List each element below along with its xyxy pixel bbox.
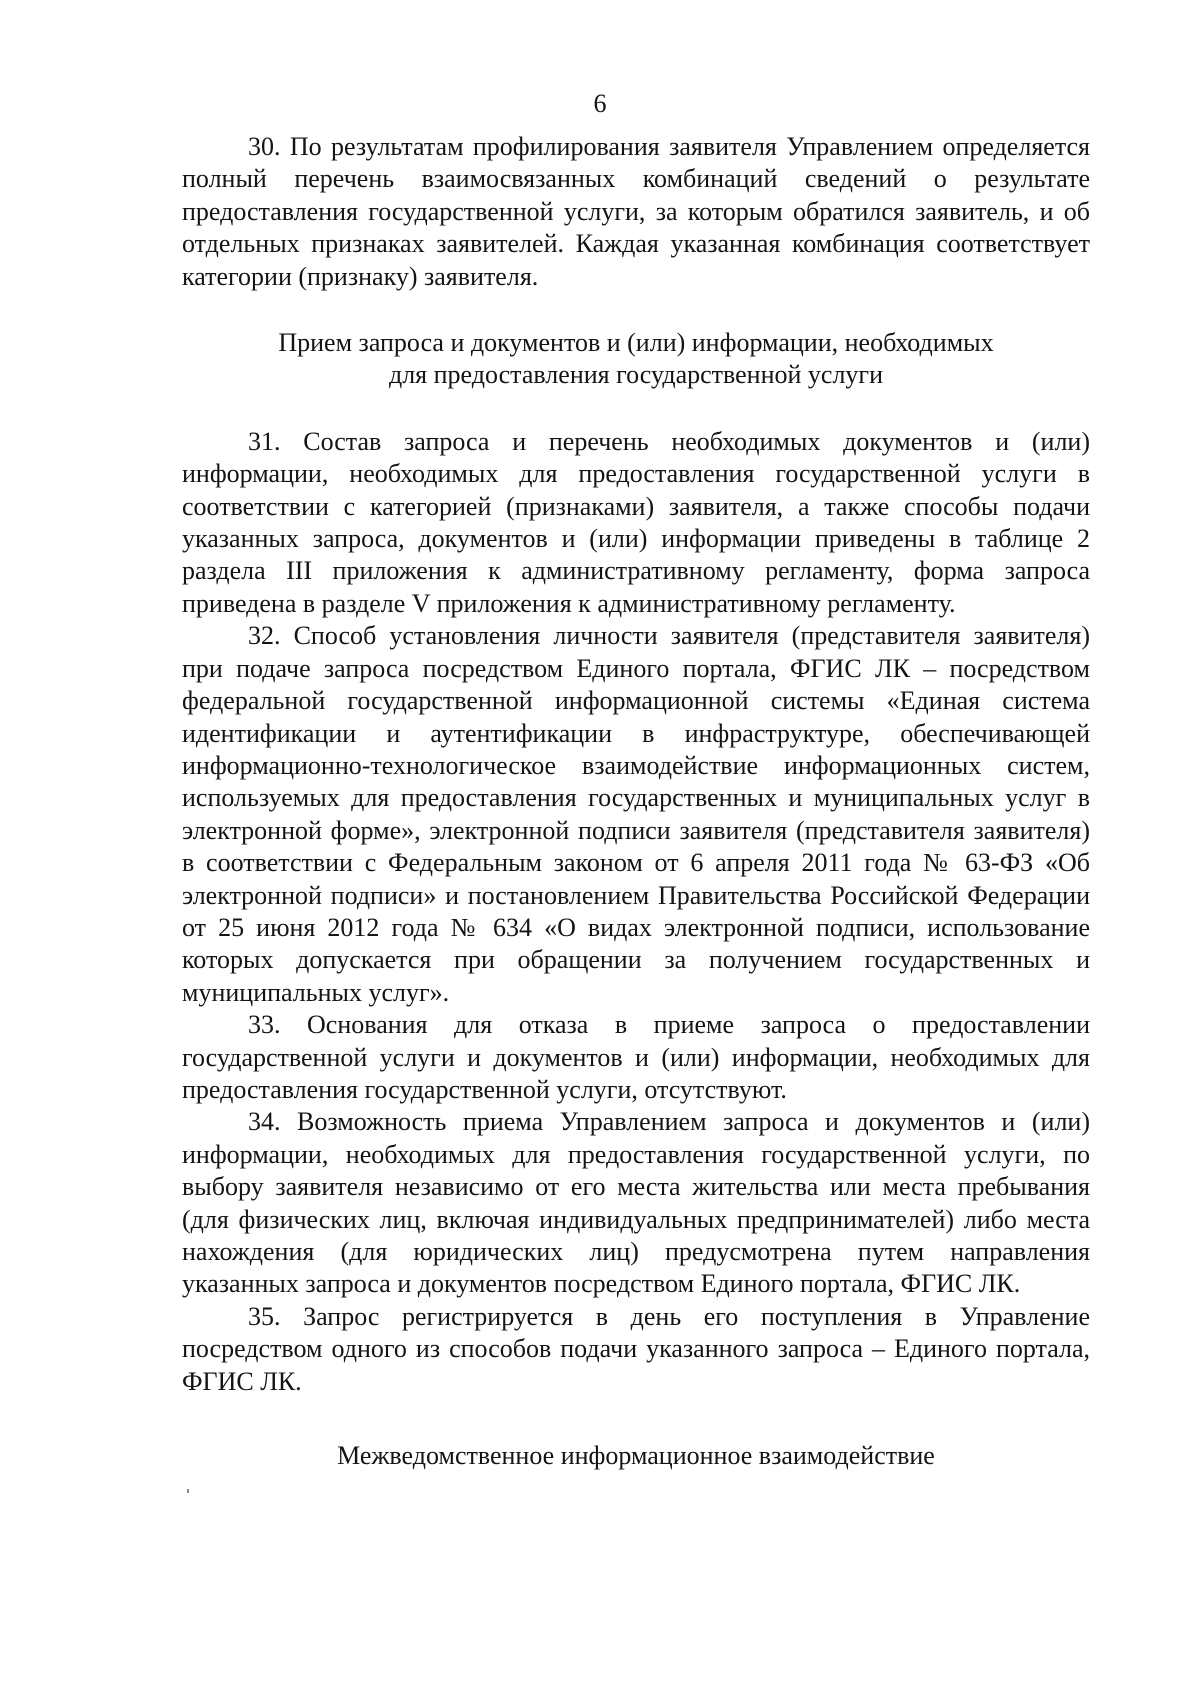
heading-line: для предоставления государственной услуги: [388, 360, 884, 390]
paragraph-30: 30. По результатам профилирования заявителя Управлением определяется полный перечень взаимосвязанных комбинаций сведений о результате предоставления государственной услуги, за которым обратился заявитель, и об отдельных признаках заявителей. Каждая указанная комбинация соответствует категории (признаку) заявителя.: [182, 132, 1090, 291]
heading-line: Прием запроса и документов и (или) информации, необходимых: [278, 328, 994, 358]
section-heading-interagency: Межведомственное информационное взаимодействие: [337, 1441, 935, 1471]
paragraph-34: 34. Возможность приема Управлением запроса и документов и (или) информации, необходимых для предоставления государственной услуги, по выбору заявителя независимо от его места жительства или места пребывания (для физических лиц, включая индивидуальных предпринимателей) либо места нахождения (для юридических лиц) предусмотрена путем направления указанных запроса и документов посредством Единого портала, ФГИС ЛК.: [182, 1107, 1090, 1299]
paragraph-32: 32. Способ установления личности заявителя (представителя заявителя) при подаче запроса посредством Единого портала, ФГИС ЛК – посредством федеральной государственной информационной системы «Единая система идентификации и аутентификации в инфраструктуре, обеспечивающей информационно-технологическое взаимодействие информационных систем, используемых для предоставления государственных и муниципальных услуг в электронной форме», электронной подписи заявителя (представителя заявителя) в соответствии с Федеральным законом от 6 апреля 2011 года № 63-ФЗ «Об электронной подписи» и постановлением Правительства Российской Федерации от 25 июня 2012 года № 634 «О видах электронной подписи, использование которых допускается при обращении за получением государственных и муниципальных услуг».: [182, 621, 1090, 1007]
page-number: 6: [593, 89, 607, 118]
paragraph-33: 33. Основания для отказа в приеме запроса о предоставлении государственной услуги и документов и (или) информации, необходимых для предоставления государственной услуги, отсутствуют.: [182, 1010, 1090, 1104]
paragraph-35: 35. Запрос регистрируется в день его поступления в Управление посредством одного из способов подачи указанного запроса – Единого портала, ФГИС ЛК.: [182, 1301, 1090, 1396]
document-body: [182, 131, 1090, 1472]
paragraph-31: 31. Состав запроса и перечень необходимых документов и (или) информации, необходимых для предоставления государственной услуги в соответствии с категорией (признаками) заявителя, а также способы подачи указанных запроса, документов и (или) информации приведены в таблице 2 раздела III приложения к административному регламенту, форма запроса приведена в разделе V приложения к административному регламенту.: [182, 426, 1090, 618]
scan-speck: [187, 1489, 189, 1493]
section-heading-reception: [182, 327, 1090, 392]
